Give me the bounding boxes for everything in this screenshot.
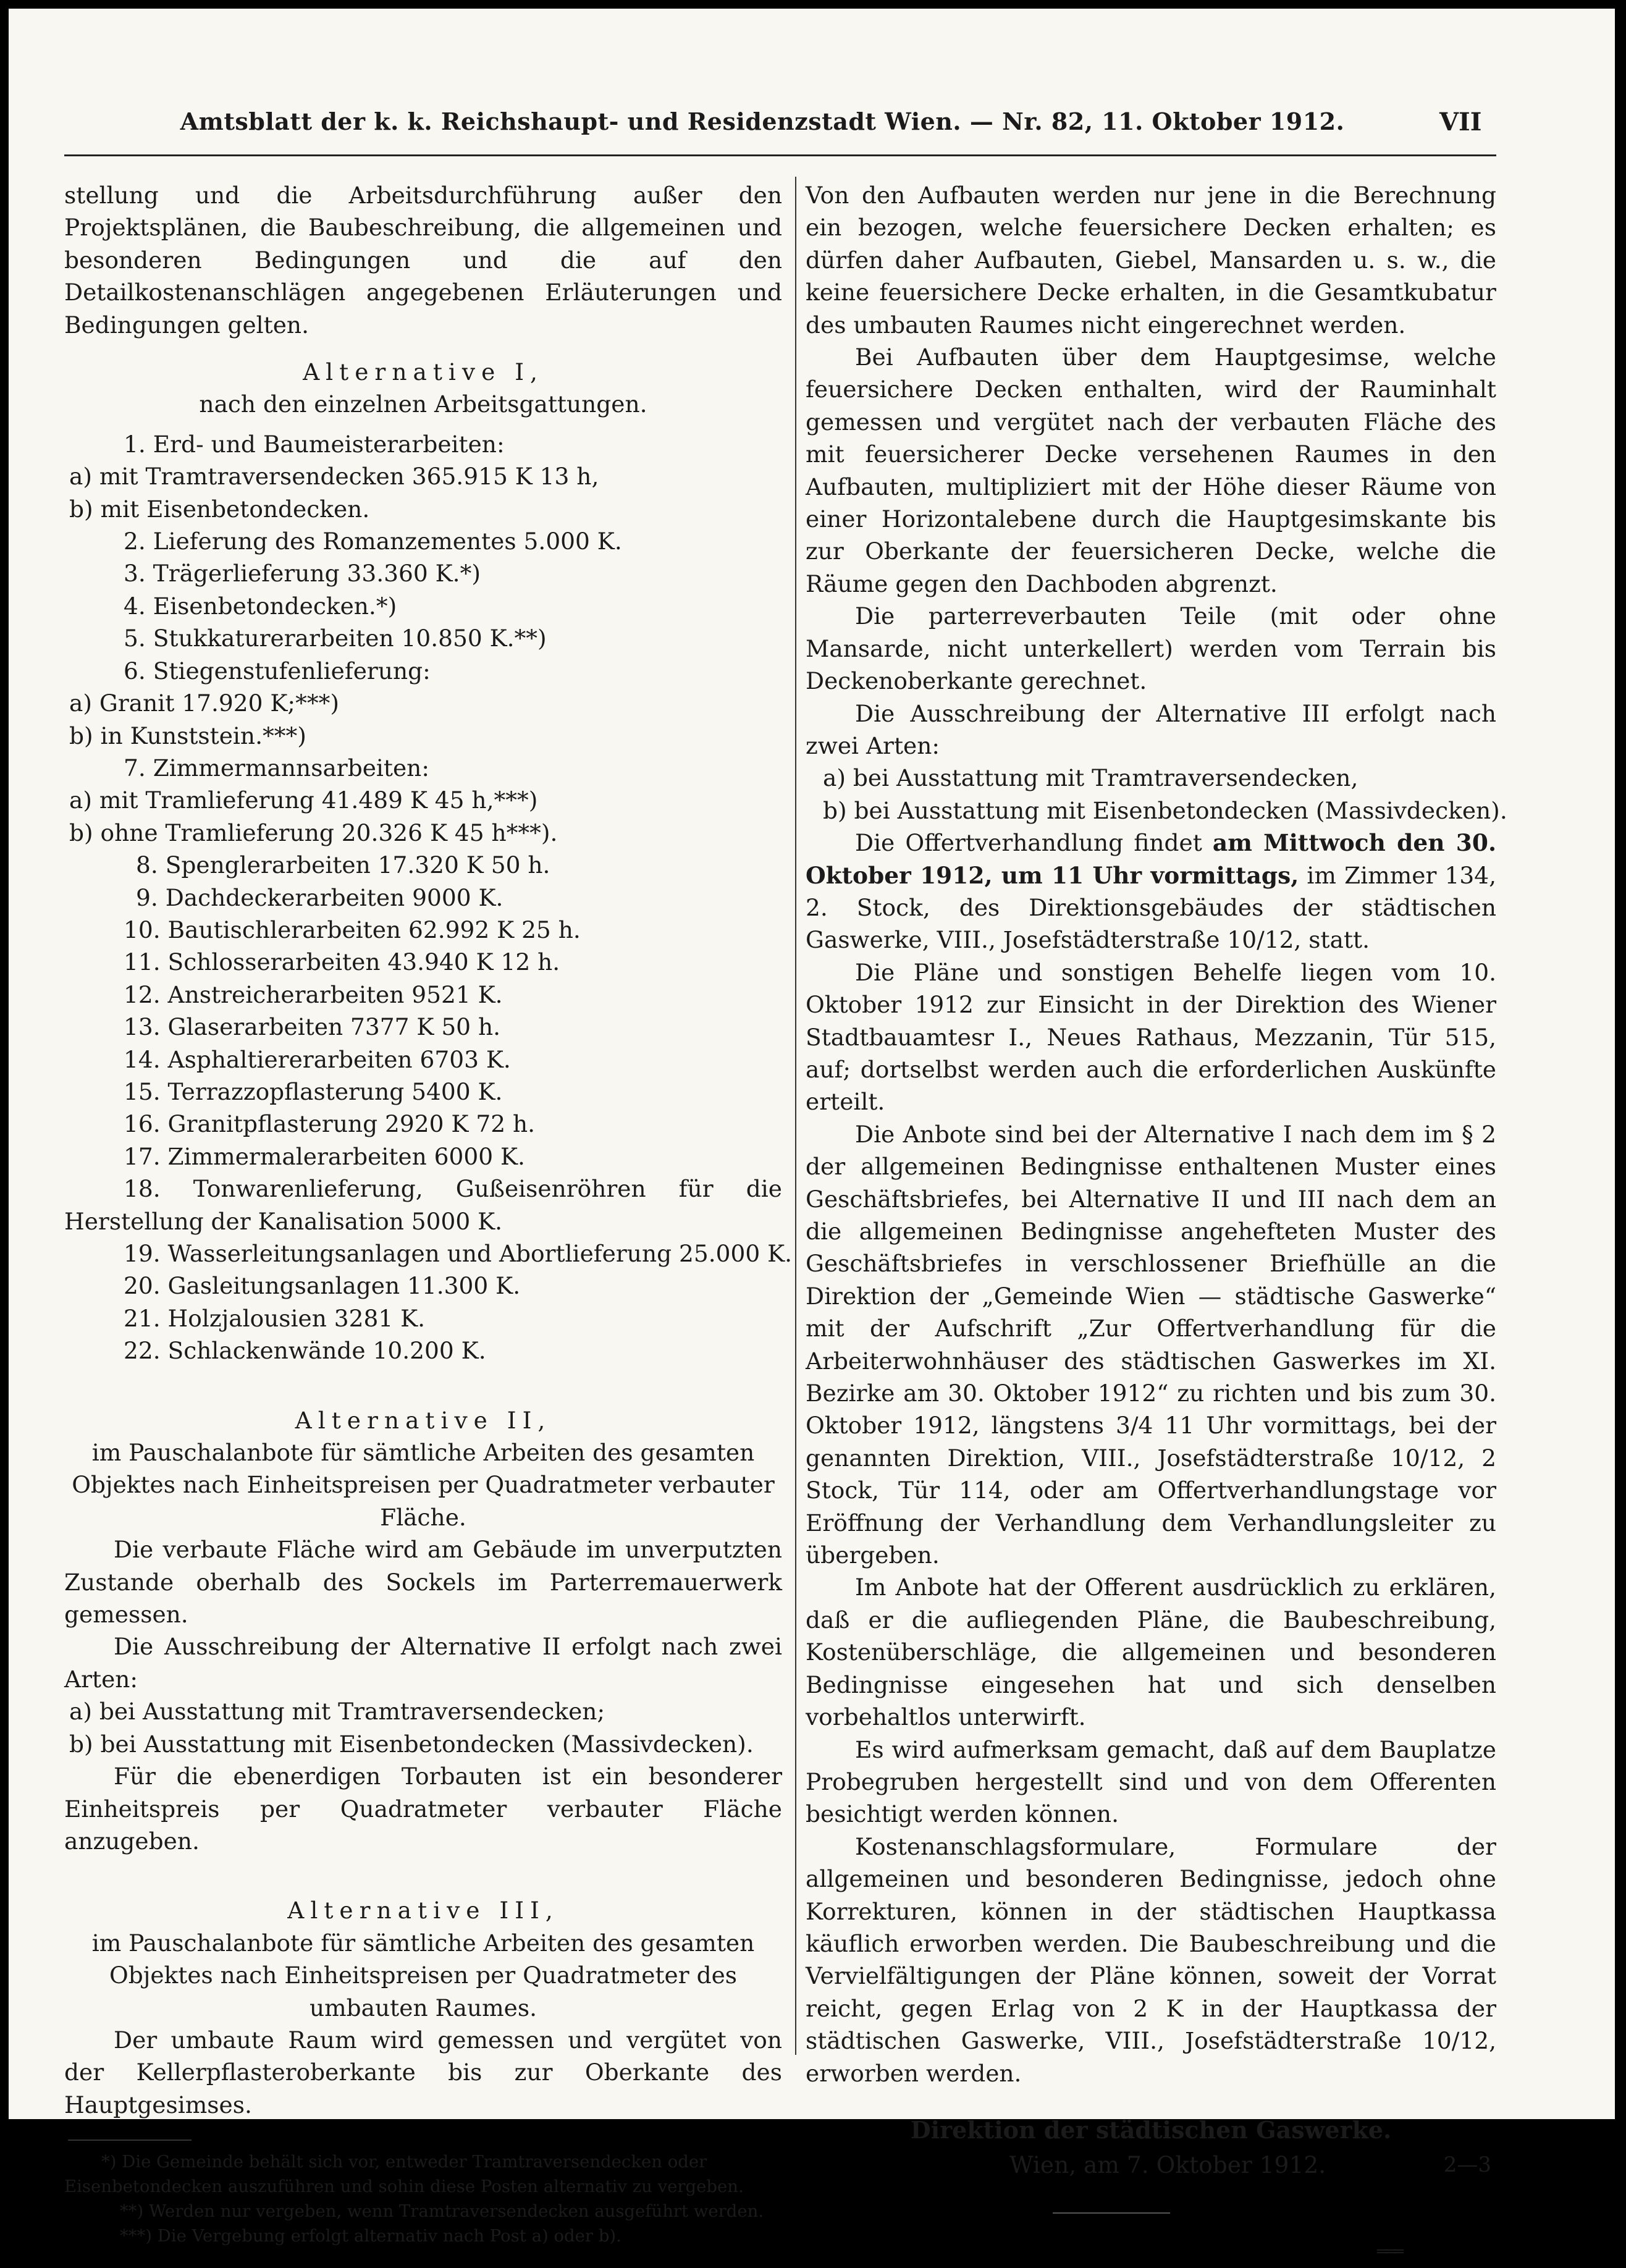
alternative-1-subheading: nach den einzelnen Arbeitsgattungen. — [199, 390, 647, 418]
option-b: b) bei Ausstattung mit Eisenbetondecken (Massivdecken). — [823, 796, 1507, 824]
list-item: 10. Bautischlerarbeiten 62.992 K 25 h. — [124, 916, 581, 943]
list-item: 18. Tonwarenlieferung, Gußeisenröhren für die Herstellung der Kanalisation 5000 K. — [64, 1175, 782, 1235]
list-item: 7. Zimmermannsarbeiten: — [124, 754, 429, 782]
list-item: 12. Anstreicherarbeiten 9521 K. — [124, 980, 503, 1008]
place-date-line — [806, 2149, 1496, 2181]
list-item: 6. Stiegenstufenlieferung: — [124, 657, 431, 685]
option-a: a) bei Ausstattung mit Tramtraversendecken, — [823, 764, 1359, 792]
page-number: VII — [1439, 107, 1482, 137]
left-column — [64, 179, 793, 2248]
footnote: **) Werden nur vergeben, wenn Tramtraversendecken ausgeführt werden. — [120, 2201, 764, 2222]
body-paragraph: Im Anbote hat der Offerent ausdrücklich zu erklären, daß er die aufliegenden Pläne, die Baubeschreibung, Kostenüberschläge, die allgemeinen und besonderen Bedingnisse eingesehen hat und sich denselben vorbehaltlos unterwirft. — [806, 1574, 1496, 1731]
list-item: 15. Terrazzopflasterung 5400 K. — [124, 1077, 503, 1105]
list-item: 14. Asphaltiererarbeiten 6703 K. — [124, 1045, 511, 1073]
offer-text-pre: Die Offertverhandlung findet — [855, 829, 1202, 857]
offer-date-bold: am Mittwoch den 30. Oktober 1912, um 11 Uhr vormittags, — [806, 829, 1496, 889]
offer-text-post: im Zimmer 134, 2. Stock, des Direktionsgebäudes der städtischen Gaswerke, VIII., Josefstädterstraße 10/12, statt. — [806, 861, 1497, 954]
page-header-title: Amtsblatt der k. k. Reichshaupt- und Residenzstadt Wien. — Nr. 82, 11. Oktober 1912. — [180, 107, 1345, 135]
list-item: a) mit Tramlieferung 41.489 K 45 h,***) — [69, 786, 538, 814]
alternative-2-paragraph: Die verbaute Fläche wird am Gebäude im unverputzten Zustande oberhalb des Sockels im Parterremauerwerk gemessen. — [64, 1536, 782, 1629]
body-paragraph: Bei Aufbauten über dem Hauptgesimse, welche feuersichere Decken enthalten, wird der Rauminhalt gemessen und vergütet nach der verbauten Fläche des mit feuersicherer Decke versehenen Raumes in den Aufbauten, multipliziert mit der Höhe dieser Räume von einer Horizontalebene durch die Hauptgesimskante bis zur Oberkante der feuersicheren Decke, welche die Räume gegen den Dachboden abgrenzt. — [806, 344, 1496, 597]
list-item: 1. Erd- und Baumeisterarbeiten: — [124, 430, 505, 458]
body-paragraph: Die Ausschreibung der Alternative III erfolgt nach zwei Arten: — [806, 699, 1496, 759]
document-page — [9, 9, 1615, 2261]
list-item: 8. Spenglerarbeiten 17.320 K 50 h. — [136, 851, 550, 879]
footnote: ***) Die Vergebung erfolgt alternativ nach Post a) oder b). — [120, 2226, 621, 2246]
list-item: 17. Zimmermalerarbeiten 6000 K. — [124, 1142, 525, 1170]
list-item: 22. Schlackenwände 10.200 K. — [124, 1337, 486, 1365]
list-item: 16. Granitpflasterung 2920 K 72 h. — [124, 1110, 536, 1138]
alternative-3-subheading: im Pauschalanbote für sämtliche Arbeiten des gesamten Objektes nach Einheitspreisen per Quadratmeter des umbauten Raumes. — [91, 1929, 755, 2021]
list-item: 9. Dachdeckerarbeiten 9000 K. — [136, 883, 503, 911]
list-item: b) ohne Tramlieferung 20.326 K 45 h***). — [69, 819, 558, 846]
place-date: Wien, am 7. Oktober 1912. — [1009, 2151, 1326, 2179]
list-item: a) Granit 17.920 K;***) — [69, 689, 339, 717]
footnote: *) Die Gemeinde behält sich vor, entweder Tramtraversendecken oder Eisenbetondecken auszuführen und sohin diese Posten alternativ zu vergeben. — [64, 2152, 744, 2197]
list-item: 2. Lieferung des Romanzementes 5.000 K. — [124, 528, 622, 555]
footnote-rule — [68, 2139, 192, 2141]
closing-rule — [1053, 2212, 1170, 2214]
alternative-2-paragraph: Die Ausschreibung der Alternative II erfolgt nach zwei Arten: — [64, 1633, 782, 1693]
list-item: a) mit Tramtraversendecken 365.915 K 13 h, — [69, 463, 599, 491]
offer-negotiation-paragraph — [806, 827, 1496, 956]
header-rule — [64, 154, 1496, 156]
list-item: 3. Trägerlieferung 33.360 K.*) — [124, 560, 481, 588]
list-item: 20. Gasleitungsanlagen 11.300 K. — [124, 1272, 521, 1300]
body-paragraph: Die Anbote sind bei der Alternative I nach dem im § 2 der allgemeinen Bedingnisse enthaltenen Muster eines Geschäftsbriefes, bei Alternative II und III nach dem an die allgemeinen Bedingnisse angehefteten Muster des Geschäftsbriefes in verschlossener Briefhülle an die Direktion der „Gemeinde Wien — städtische Gaswerke“ mit der Aufschrift „Zur Offertverhandlung für die Arbeiterwohnhäuser des städtischen Gaswerkes im XI. Bezirke am 30. Oktober 1912“ zu richten und bis zum 30. Oktober 1912, längstens 3/4 11 Uhr vormittags, bei der genannten Direktion, VIII., Josefstädterstraße 10/12, 2 Stock, Tür 114, oder am Offertverhandlungstage vor Eröffnung der Verhandlung dem Verhandlungsleiter zu übergeben. — [806, 1120, 1496, 1569]
right-column — [806, 179, 1507, 2268]
body-paragraph: Es wird aufmerksam gemacht, daß auf dem Bauplatze Probegruben hergestellt sind und von dem Offerenten besichtigt werden können. — [806, 1735, 1496, 1828]
list-item: 21. Holzjalousien 3281 K. — [124, 1304, 426, 1332]
body-paragraph: Die Pläne und sonstigen Behelfe liegen vom 10. Oktober 1912 zur Einsicht in der Direktion des Wiener Stadtbauamtesr I., Neues Rathaus, Mezzanin, Tür 515, auf; dortselbst werden auch die erforderlichen Auskünfte erteilt. — [806, 958, 1496, 1116]
alternative-3-heading: Alternative III, — [287, 1897, 559, 1924]
list-item: b) mit Eisenbetondecken. — [69, 495, 370, 523]
alternative-1-heading: Alternative I, — [303, 358, 544, 386]
body-paragraph: Kostenanschlagsformulare, Formulare der allgemeinen und besonderen Bedingnisse, jedoch ohne Korrekturen, können in der städtischen Hauptkassa käuflich erworben werden. Die Baubeschreibung und die Vervielfältigungen der Pläne können, soweit der Vorrat reicht, gegen Erlag von 2 K in der Hauptkassa der städtischen Gaswerke, VIII., Josefstädterstraße 10/12, erworben werden. — [806, 1832, 1496, 2087]
reference-number: 2—3 — [1443, 2152, 1491, 2178]
list-item: 11. Schlosserarbeiten 43.940 K 12 h. — [124, 948, 560, 976]
body-paragraph: Von den Aufbauten werden nur jene in die Berechnung ein bezogen, welche feuersichere Decken erhalten; es dürfen daher Aufbauten, Giebel, Mansarden u. s. w., die keine feuersichere Decke erhalten, in die Gesamtkubatur des umbauten Raumes nicht eingerechnet werden. — [806, 182, 1496, 339]
alternative-2-paragraph: Für die ebenerdigen Torbauten ist ein besonderer Einheitspreis per Quadratmeter verbauter Fläche anzugeben. — [64, 1763, 782, 1855]
alternative-2-heading: Alternative II, — [295, 1406, 552, 1434]
list-item: 4. Eisenbetondecken.*) — [124, 592, 397, 620]
list-item: 13. Glaserarbeiten 7377 K 50 h. — [124, 1013, 501, 1041]
alternative-2-option-b: b) bei Ausstattung mit Eisenbetondecken (Massivdecken). — [69, 1730, 754, 1758]
alternative-2-subheading: im Pauschalanbote für sämtliche Arbeiten des gesamten Objektes nach Einheitspreisen per Quadratmeter verbauter Fläche. — [72, 1439, 775, 1531]
alternative-3-paragraph: Der umbaute Raum wird gemessen und vergütet von der Kellerpflasteroberkante bis zur Oberkante des Hauptgesimses. — [64, 2026, 782, 2118]
list-item: 5. Stukkaturerarbeiten 10.850 K.**) — [124, 625, 547, 652]
signature-authority: Direktion der städtischen Gaswerke. — [910, 2115, 1392, 2144]
intro-paragraph: stellung und die Arbeitsdurchführung außer den Projektsplänen, die Baubeschreibung, die allgemeinen und besonderen Bedingungen und die auf den Detailkostenanschlägen angegebenen Erläuterungen und Bedingungen gelten. — [64, 182, 782, 339]
alternative-2-option-a: a) bei Ausstattung mit Tramtraversendecken; — [69, 1698, 605, 1726]
ornament-mark: ═══ — [1377, 2242, 1402, 2261]
list-item: 19. Wasserleitungsanlagen und Abortlieferung 25.000 K. — [124, 1240, 793, 1267]
list-item: b) in Kunststein.***) — [69, 722, 306, 749]
body-paragraph: Die parterreverbauten Teile (mit oder ohne Mansarde, nicht unterkellert) werden vom Terrain bis Deckenoberkante gerechnet. — [806, 602, 1496, 695]
column-divider — [795, 177, 796, 2055]
